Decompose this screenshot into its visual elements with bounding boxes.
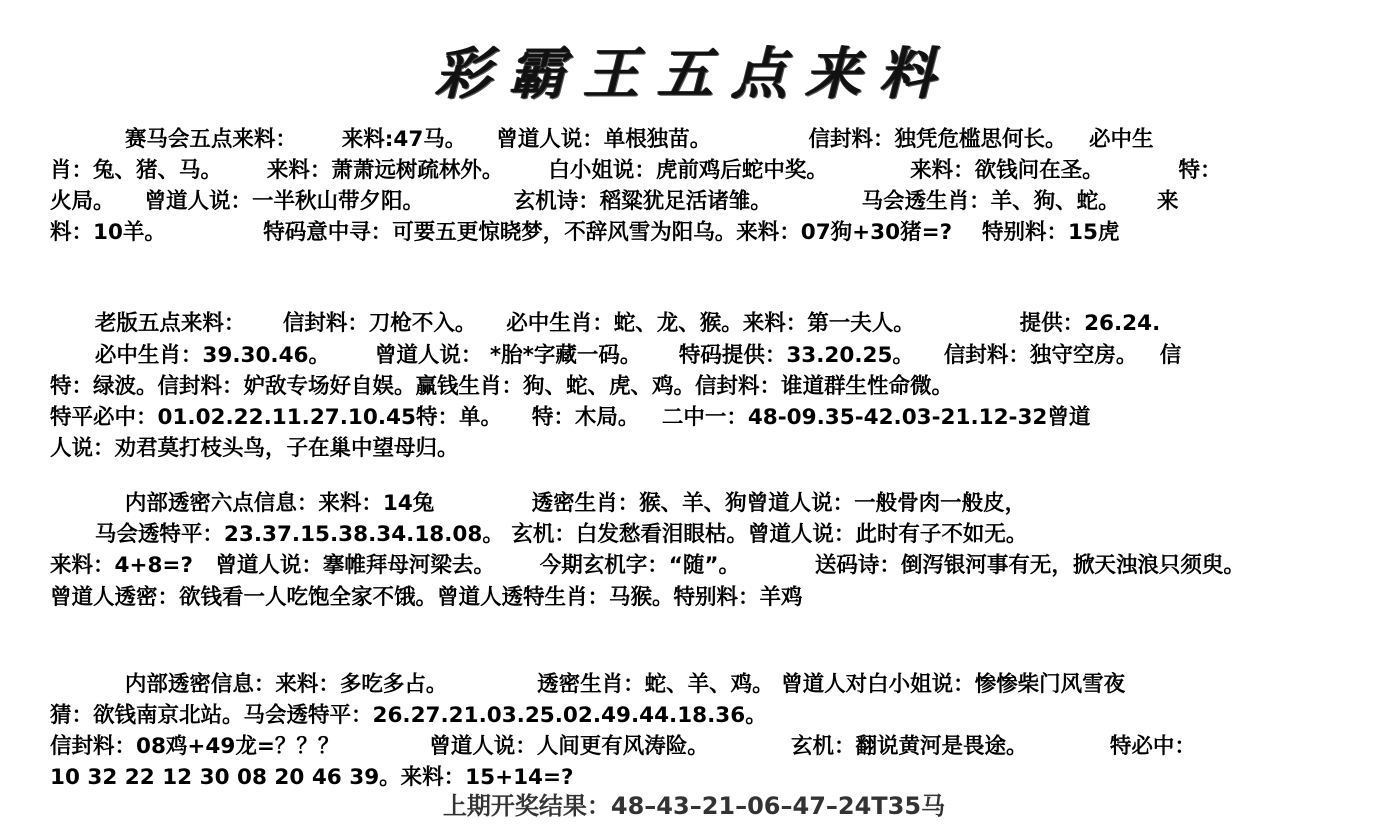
text-line: 内部透密六点信息：来料：14兔 透密生肖：猴、羊、狗曾道人说：一般骨肉一般皮， [50,491,1027,516]
text-line: 曾道人透密：欲钱看一人吃饱全家不饿。曾道人透特生肖：马猴。特别料：羊鸡 [50,585,803,610]
text-line: 信封料：08鸡+49龙=？？？ 曾道人说：人间更有风涛险。 玄机：翻说黄河是畏途。 特必中： [50,734,1196,759]
text-line: 10 32 22 12 30 08 20 46 39。来料：15+14=? [50,765,574,790]
text-line: 料：10羊。 特码意中寻：可要五更惊晓梦，不辞风雪为阳乌。来料：07狗+30猪=? 特别料：15虎 [50,220,1120,245]
text-line: 内部透密信息：来料：多吃多占。 透密生肖：蛇、羊、鸡。 曾道人对白小姐说：惨惨柴门风雪夜 [50,672,1126,697]
text-line: 马会透特平：23.37.15.38.34.18.08。 玄机：白发愁看泪眼枯。曾道人说：此时有子不如无。 [50,522,1028,547]
previous-draw-result: 上期开奖结果：48–43–21–06–47–24T35马 [442,792,946,820]
text-line: 特：绿波。信封料：妒敌专场好自娱。赢钱生肖：狗、蛇、虎、鸡。信封料：谁道群生性命微。 [50,374,954,399]
page-title: 彩霸王五点来料 [435,41,953,107]
text-line: 必中生肖：39.30.46。 曾道人说： *胎*字藏一码。 特码提供：33.20.25。 信封料：独守空房。 信 [50,343,1182,368]
text-line: 人说：劝君莫打枝头鸟，子在巢中望母归。 [50,436,459,461]
text-line: 老版五点来料： 信封料：刀枪不入。 必中生肖：蛇、龙、猴。来料：第一夫人。 提供：26.24. [50,311,1161,336]
text-line: 赛马会五点来料： 来料:47马。 曾道人说：单根独苗。 信封料：独凭危槛思何长。 必中生 [50,127,1154,152]
text-line: 特平必中：01.02.22.11.27.10.45特：单。 特：木局。 二中一：48-09.35-42.03-21.12-32曾道 [50,405,1091,430]
text-line: 火局。 曾道人说：一半秋山带夕阳。 玄机诗：稻粱犹足活诸雏。 马会透生肖：羊、狗、蛇。 来 [50,189,1179,214]
text-line: 肖：兔、猪、马。 来料：萧萧远树疏林外。 白小姐说：虎前鸡后蛇中奖。 来料：欲钱问在圣。 特： [50,158,1222,183]
text-line: 来料：4+8=? 曾道人说：搴帷拜母河梁去。 今期玄机字：“随”。 送码诗：倒泻银河事有无，掀天浊浪只须臾。 [50,553,1245,578]
text-line: 猜：欲钱南京北站。马会透特平：26.27.21.03.25.02.49.44.18.36。 [50,703,767,728]
